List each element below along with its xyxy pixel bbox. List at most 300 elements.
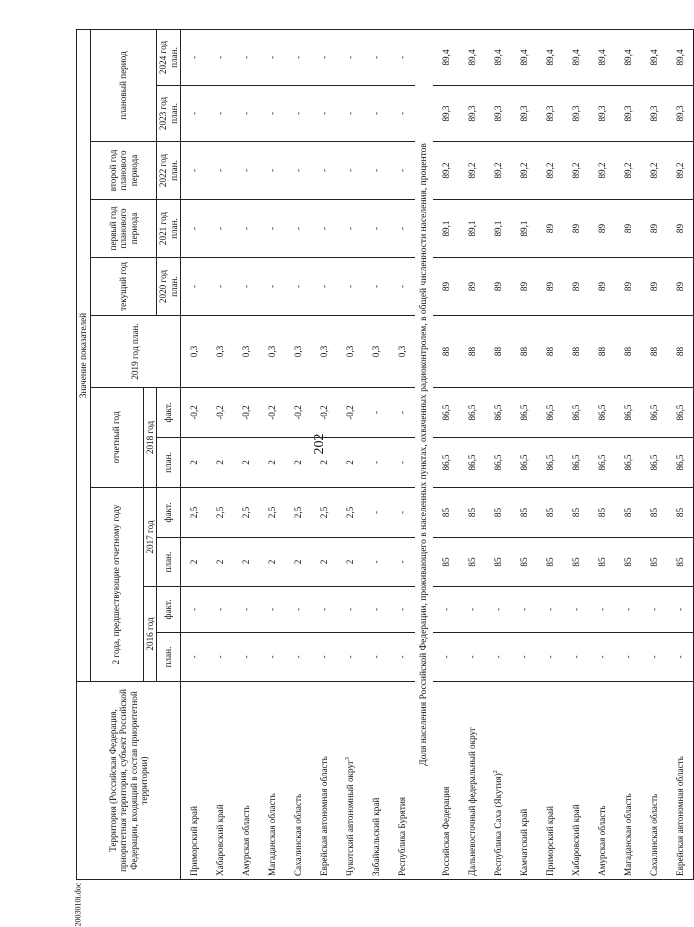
table-row <box>615 29 641 879</box>
territory-name: Магаданская область <box>267 793 278 876</box>
value-cell: - <box>337 258 363 316</box>
value-cell: 0,3 <box>337 316 363 388</box>
value-cell: - <box>311 200 337 258</box>
table-header <box>77 29 181 879</box>
value-cell: 89,4 <box>485 29 511 85</box>
table-row <box>259 29 285 879</box>
fact-header: факт. <box>157 488 181 538</box>
value-cell: 2,5 <box>233 488 259 538</box>
table-row <box>459 29 485 879</box>
value-cell: - <box>363 633 389 682</box>
value-cell: - <box>537 587 563 633</box>
value-cell: 89,4 <box>433 29 459 85</box>
value-cell: 85 <box>433 488 459 538</box>
value-cell: - <box>363 86 389 142</box>
value-cell: - <box>537 633 563 682</box>
value-cell: - <box>337 587 363 633</box>
value-cell: - <box>181 587 208 633</box>
value-cell: - <box>363 538 389 587</box>
value-cell: - <box>389 142 415 200</box>
value-cell: 89,4 <box>615 29 641 85</box>
value-cell: 86,5 <box>615 438 641 488</box>
value-cell: 89,2 <box>589 142 615 200</box>
value-cell: 2 <box>181 438 208 488</box>
plan-header: план. <box>157 633 181 682</box>
value-cell: - <box>233 200 259 258</box>
value-cell: 2 <box>311 438 337 488</box>
table-row <box>511 29 537 879</box>
territory-name: Приморский край <box>189 806 200 876</box>
territory-name: Сахалинская область <box>649 793 660 876</box>
value-cell: 0,3 <box>259 316 285 388</box>
table-row <box>537 29 563 879</box>
value-cell: 86,5 <box>563 388 589 438</box>
value-cell: 86,5 <box>641 438 667 488</box>
value-cell: 85 <box>511 538 537 587</box>
table-row <box>311 29 337 879</box>
value-cell: 89 <box>615 200 641 258</box>
value-cell: 85 <box>459 538 485 587</box>
value-cell: - <box>363 587 389 633</box>
value-cell: 89,2 <box>537 142 563 200</box>
value-cell: - <box>285 200 311 258</box>
value-cell: - <box>259 142 285 200</box>
value-cell: 85 <box>537 488 563 538</box>
value-cell: 89 <box>537 258 563 316</box>
value-cell: 89 <box>459 258 485 316</box>
table-row <box>207 29 233 879</box>
value-cell: 86,5 <box>589 388 615 438</box>
year-2016-header: 2016 год <box>143 587 157 682</box>
territory-name-cell <box>589 682 615 880</box>
year-2018-header: 2018 год <box>143 388 157 488</box>
value-cell: 86,5 <box>589 438 615 488</box>
value-cell: - <box>389 388 415 438</box>
value-cell: 85 <box>485 538 511 587</box>
table-row <box>363 29 389 879</box>
value-cell: 89,2 <box>511 142 537 200</box>
value-cell: - <box>363 142 389 200</box>
territory-name-cell <box>259 682 285 880</box>
value-cell: 89 <box>641 200 667 258</box>
value-cell: 2 <box>285 438 311 488</box>
plan-header: план. <box>157 438 181 488</box>
footnote-marker: 3 <box>344 757 351 761</box>
value-cell: 2 <box>233 438 259 488</box>
territory-name-cell <box>363 682 389 880</box>
territory-name-cell <box>285 682 311 880</box>
value-cell: 2 <box>233 538 259 587</box>
value-cell: - <box>641 587 667 633</box>
value-cell: 89 <box>433 258 459 316</box>
value-cell: - <box>589 633 615 682</box>
page-number: 202 <box>312 433 327 455</box>
value-cell: 89,4 <box>589 29 615 85</box>
territory-name-cell <box>641 682 667 880</box>
two-years-prior-header: 2 года, предшествующие отчетному году <box>90 488 143 682</box>
value-cell: 89 <box>641 258 667 316</box>
value-cell: - <box>337 86 363 142</box>
value-cell: - <box>233 86 259 142</box>
territory-name-cell <box>563 682 589 880</box>
territory-name-cell <box>511 682 537 880</box>
value-cell: - <box>389 258 415 316</box>
value-cell: 2 <box>337 438 363 488</box>
value-cell: 0,3 <box>233 316 259 388</box>
value-cell: - <box>207 633 233 682</box>
value-cell: 89,3 <box>485 86 511 142</box>
territory-name-cell <box>433 682 459 880</box>
value-cell: - <box>337 142 363 200</box>
value-cell: 89,3 <box>563 86 589 142</box>
value-cell: 89,2 <box>563 142 589 200</box>
value-cell: 88 <box>459 316 485 388</box>
value-cell: 89 <box>485 258 511 316</box>
year-2023-header: 2023 год план. <box>157 86 181 142</box>
value-cell: 86,5 <box>511 438 537 488</box>
territory-name-cell <box>459 682 485 880</box>
value-cell: - <box>233 142 259 200</box>
value-cell: 89,3 <box>537 86 563 142</box>
value-cell: -0,2 <box>285 388 311 438</box>
territory-name: Магаданская область <box>623 793 634 876</box>
value-cell: - <box>615 587 641 633</box>
value-cell: - <box>233 258 259 316</box>
value-cell: -0,2 <box>181 388 208 438</box>
value-cell: 89,1 <box>511 200 537 258</box>
territory-name-cell <box>485 682 511 880</box>
fact-header: факт. <box>157 587 181 633</box>
value-cell: 86,5 <box>459 388 485 438</box>
year-2022-header: 2022 год план. <box>157 142 181 200</box>
value-cell: 85 <box>589 538 615 587</box>
value-cell: 2,5 <box>181 488 208 538</box>
value-cell: 86,5 <box>615 388 641 438</box>
value-cell: - <box>389 488 415 538</box>
value-cell: - <box>363 200 389 258</box>
value-cell: 89,3 <box>667 86 694 142</box>
value-cell: 0,3 <box>181 316 208 388</box>
territory-name-cell <box>667 682 694 880</box>
territory-name: Еврейская автономная область <box>675 756 686 876</box>
value-cell: - <box>285 258 311 316</box>
value-cell: -0,2 <box>259 388 285 438</box>
value-cell: 89,4 <box>563 29 589 85</box>
territory-name: Камчатский край <box>519 808 530 876</box>
value-cell: 86,5 <box>563 438 589 488</box>
value-cell: 89,3 <box>641 86 667 142</box>
territory-name-cell <box>233 682 259 880</box>
value-cell: - <box>459 633 485 682</box>
value-cell: -0,2 <box>233 388 259 438</box>
value-cell: - <box>311 587 337 633</box>
value-cell: 0,3 <box>389 316 415 388</box>
value-cell: 85 <box>459 488 485 538</box>
value-cell: 86,5 <box>667 438 694 488</box>
value-cell: - <box>337 633 363 682</box>
value-cell: 88 <box>433 316 459 388</box>
value-cell: - <box>207 29 233 85</box>
value-cell: 89 <box>511 258 537 316</box>
table-row <box>667 29 694 879</box>
territory-header: Территория (Российская Федерация, приоритетная территория, субъект Российской Федерации, входящий в состав приоритетной территории) <box>77 682 181 880</box>
territory-name: Республика Саха (Якутия) <box>493 773 504 876</box>
value-cell: - <box>181 142 208 200</box>
value-cell: 2 <box>337 538 363 587</box>
value-cell: - <box>389 538 415 587</box>
value-cell: 0,3 <box>311 316 337 388</box>
value-cell: - <box>459 587 485 633</box>
value-cell: 89,1 <box>433 200 459 258</box>
value-cell: - <box>181 633 208 682</box>
value-cell: 89,3 <box>589 86 615 142</box>
value-cell: - <box>233 29 259 85</box>
year-2021-header: 2021 год план. <box>157 200 181 258</box>
table-row <box>563 29 589 879</box>
fact-header: факт. <box>157 388 181 438</box>
value-cell: - <box>511 633 537 682</box>
value-cell: - <box>363 388 389 438</box>
value-cell: 2,5 <box>337 488 363 538</box>
value-cell: - <box>285 587 311 633</box>
territory-name: Российская Федерация <box>441 786 452 876</box>
value-cell: - <box>233 633 259 682</box>
value-cell: - <box>181 200 208 258</box>
value-cell: 85 <box>615 488 641 538</box>
table-row <box>337 29 363 879</box>
value-cell: 85 <box>667 488 694 538</box>
value-cell: 89,2 <box>433 142 459 200</box>
value-cell: - <box>259 86 285 142</box>
value-cell: 89 <box>589 200 615 258</box>
value-cell: - <box>563 633 589 682</box>
territory-name-cell <box>207 682 233 880</box>
value-cell: 2,5 <box>207 488 233 538</box>
value-cell: 88 <box>485 316 511 388</box>
value-cell: 89 <box>615 258 641 316</box>
value-cell: - <box>259 258 285 316</box>
value-cell: - <box>311 86 337 142</box>
value-cell: 85 <box>511 488 537 538</box>
section-row <box>415 29 433 879</box>
value-cell: - <box>363 438 389 488</box>
value-cell: - <box>337 200 363 258</box>
territory-name-cell <box>337 682 363 880</box>
value-cell: 89,4 <box>511 29 537 85</box>
value-cell: - <box>207 200 233 258</box>
value-cell: - <box>285 633 311 682</box>
value-cell: 89,2 <box>667 142 694 200</box>
value-cell: 89,4 <box>537 29 563 85</box>
territory-name: Сахалинская область <box>293 793 304 876</box>
value-cell: 89 <box>563 200 589 258</box>
value-cell: 89,4 <box>459 29 485 85</box>
table-row <box>389 29 415 879</box>
value-cell: - <box>511 587 537 633</box>
value-cell: - <box>181 86 208 142</box>
value-cell: 89,3 <box>433 86 459 142</box>
value-cell: 85 <box>641 538 667 587</box>
value-cell: - <box>389 86 415 142</box>
indicator-table <box>76 29 694 880</box>
value-cell: - <box>389 200 415 258</box>
value-cell: 2 <box>181 538 208 587</box>
value-cell: - <box>667 633 694 682</box>
table-row <box>181 29 208 879</box>
value-cell: 88 <box>537 316 563 388</box>
value-cell: 86,5 <box>485 438 511 488</box>
section-title: Доля населения Российской Федерации, проживающего в населенных пунктах, охваченных радиоконтролем, в общей численности населения, процентов <box>415 29 433 879</box>
value-cell: 0,3 <box>207 316 233 388</box>
territory-name: Дальневосточный федеральный округ <box>467 727 478 876</box>
territory-name-cell <box>537 682 563 880</box>
territory-name: Забайкальский край <box>371 797 382 876</box>
value-cell: 89 <box>667 258 694 316</box>
territory-name: Приморский край <box>545 806 556 876</box>
second-plan-year-header: второй год планового периода <box>90 142 157 200</box>
value-cell: 89,4 <box>641 29 667 85</box>
territory-name: Хабаровский край <box>571 804 582 876</box>
value-cell: - <box>433 587 459 633</box>
value-cell: 2 <box>207 438 233 488</box>
value-cell: - <box>207 258 233 316</box>
table-row <box>285 29 311 879</box>
value-cell: 88 <box>615 316 641 388</box>
territory-name: Амурская область <box>241 805 252 876</box>
value-cell: 86,5 <box>537 438 563 488</box>
territory-name-cell <box>181 682 208 880</box>
value-cell: - <box>233 587 259 633</box>
territory-name: Еврейская автономная область <box>319 756 330 876</box>
territory-name: Амурская область <box>597 805 608 876</box>
year-2020-header: 2020 год план. <box>157 258 181 316</box>
year-2024-header: 2024 год план. <box>157 29 181 85</box>
value-cell: 86,5 <box>485 388 511 438</box>
value-cell: - <box>485 633 511 682</box>
territory-name: Хабаровский край <box>215 804 226 876</box>
value-cell: 85 <box>563 538 589 587</box>
current-year-header: текущий год <box>90 258 157 316</box>
year-2017-header: 2017 год <box>143 488 157 587</box>
table-row <box>641 29 667 879</box>
planning-period-header: плановый период <box>90 29 157 141</box>
value-cell: 89,1 <box>485 200 511 258</box>
value-cell: -0,2 <box>337 388 363 438</box>
value-cell: 2 <box>207 538 233 587</box>
first-plan-year-header: первый год планового периода <box>90 200 157 258</box>
footer-filename: 2003010i.doc <box>73 882 83 927</box>
value-cell: 86,5 <box>537 388 563 438</box>
value-cell: 88 <box>563 316 589 388</box>
value-cell: 2 <box>285 538 311 587</box>
value-cell: 86,5 <box>459 438 485 488</box>
value-cell: 2 <box>311 538 337 587</box>
table-row <box>589 29 615 879</box>
value-cell: 89,2 <box>485 142 511 200</box>
territory-name: Республика Бурятия <box>397 796 408 876</box>
territory-name-cell <box>389 682 415 880</box>
value-cell: - <box>389 438 415 488</box>
territory-name-cell <box>615 682 641 880</box>
value-cell: - <box>615 633 641 682</box>
value-cell: - <box>389 633 415 682</box>
value-cell: - <box>311 29 337 85</box>
value-cell: 88 <box>511 316 537 388</box>
value-cell: 2 <box>259 438 285 488</box>
footnote-marker: 2 <box>492 770 499 774</box>
table-body <box>181 29 694 879</box>
value-cell: 85 <box>589 488 615 538</box>
value-cell: 0,3 <box>363 316 389 388</box>
value-cell: 2,5 <box>285 488 311 538</box>
value-cell: 89,2 <box>615 142 641 200</box>
table-row <box>233 29 259 879</box>
value-cell: - <box>259 29 285 85</box>
value-cell: - <box>181 258 208 316</box>
value-cell: - <box>363 488 389 538</box>
value-cell: 89 <box>667 200 694 258</box>
value-cell: 85 <box>615 538 641 587</box>
value-cell: 86,5 <box>511 388 537 438</box>
rotated-table-sheet <box>76 30 686 880</box>
value-cell: - <box>259 587 285 633</box>
values-title-header: Значение показателей <box>77 29 91 681</box>
value-cell: 86,5 <box>433 388 459 438</box>
value-cell: 86,5 <box>641 388 667 438</box>
value-cell: 89,4 <box>667 29 694 85</box>
value-cell: - <box>433 633 459 682</box>
value-cell: 2,5 <box>311 488 337 538</box>
value-cell: 89,3 <box>459 86 485 142</box>
value-cell: - <box>667 587 694 633</box>
value-cell: - <box>285 142 311 200</box>
reporting-year-header: отчетный год <box>90 388 143 488</box>
value-cell: - <box>207 86 233 142</box>
value-cell: 85 <box>667 538 694 587</box>
value-cell: 85 <box>537 538 563 587</box>
value-cell: 89,3 <box>511 86 537 142</box>
value-cell: - <box>485 587 511 633</box>
value-cell: 85 <box>433 538 459 587</box>
value-cell: 89,2 <box>459 142 485 200</box>
value-cell: 89,2 <box>641 142 667 200</box>
value-cell: 88 <box>641 316 667 388</box>
territory-name-cell <box>311 682 337 880</box>
table-row <box>485 29 511 879</box>
value-cell: 0,3 <box>285 316 311 388</box>
value-cell: 88 <box>667 316 694 388</box>
value-cell: - <box>207 587 233 633</box>
value-cell: 89,1 <box>459 200 485 258</box>
value-cell: - <box>311 258 337 316</box>
value-cell: - <box>285 86 311 142</box>
year-2019-header: 2019 год план. <box>90 316 181 388</box>
value-cell: 85 <box>641 488 667 538</box>
value-cell: -0,2 <box>311 388 337 438</box>
territory-name: Чукотский автономный округ <box>345 760 356 876</box>
value-cell: - <box>389 587 415 633</box>
value-cell: 89 <box>563 258 589 316</box>
value-cell: - <box>311 142 337 200</box>
table-row <box>433 29 459 879</box>
value-cell: - <box>589 587 615 633</box>
value-cell: 85 <box>563 488 589 538</box>
value-cell: - <box>311 633 337 682</box>
value-cell: - <box>181 29 208 85</box>
value-cell: - <box>363 258 389 316</box>
value-cell: - <box>563 587 589 633</box>
value-cell: 2 <box>259 538 285 587</box>
